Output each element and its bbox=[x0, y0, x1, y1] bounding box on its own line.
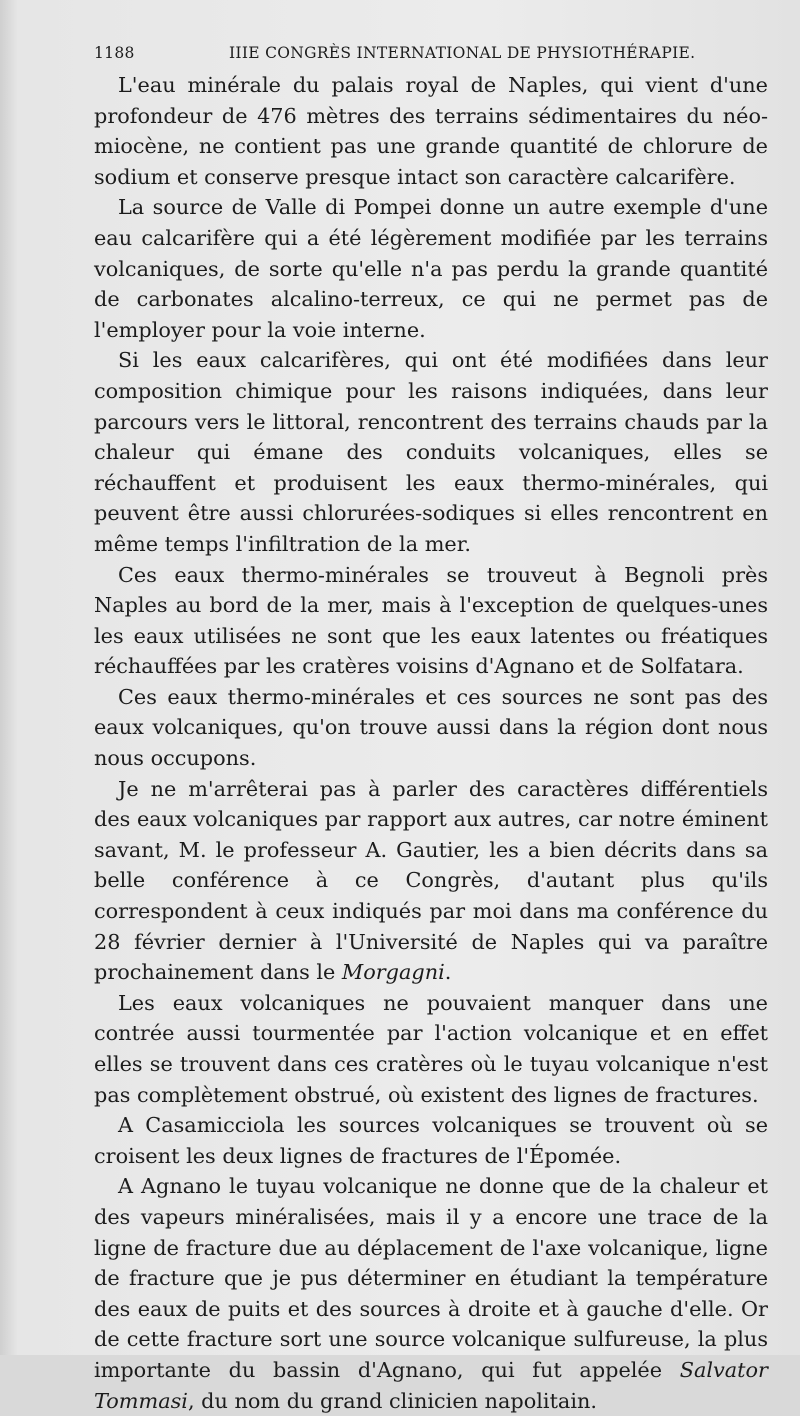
paragraph-7: Les eaux volcaniques ne pouvaient manquer dans une contrée aussi tourmentée par l'action volcanique et en effet elles se trouvent dans ces cratères où le tuyau volcanique n'est pas complètement obstrué, où existent des lignes de fractures. bbox=[94, 990, 768, 1107]
page-header bbox=[94, 44, 768, 70]
paragraph-6-text: Je ne m'arrêterai pas à parler des caractères différentiels des eaux volcaniques par rapport aux autres, car notre éminent savant, M. le professeur A. Gautier, les a bien décrits dans sa belle conférence à ce Congrès, d'autant plus qu'ils correspondent à ceux indiqués par moi dans ma conférence du 28 février dernier à l'Université de Naples qui va paraître prochainement dans le bbox=[94, 776, 768, 985]
paragraph-9-end: , du nom du grand clinicien napolitain. bbox=[187, 1388, 597, 1413]
paragraph-1: L'eau minérale du palais royal de Naples, qui vient d'une profondeur de 476 mètres des terrains sédimentaires du néo-miocène, ne contient pas une grande quantité de chlorure de sodium et conserve presque intact son caractère calcarifère. bbox=[94, 73, 768, 189]
paragraph-4: Ces eaux thermo-minérales se trouveut à Begnoli près Naples au bord de la mer, mais à l'exception de quelques-unes les eaux utilisées ne sont que les eaux latentes ou fréatiques réchauffées par les cratères voisins d'Agnano et de Solfatara. bbox=[94, 562, 768, 679]
journal-title: Morgagni bbox=[341, 960, 445, 985]
running-title: IIIE CONGRÈS INTERNATIONAL DE PHYSIOTHÉRAPIE. bbox=[229, 44, 696, 62]
body-text bbox=[94, 70, 768, 1416]
paragraph-6 bbox=[94, 774, 768, 988]
paragraph-9 bbox=[94, 1171, 768, 1416]
paragraph-6-end: . bbox=[444, 960, 452, 985]
source-name: Salvator Tommasi bbox=[94, 1357, 768, 1413]
paragraph-9-text: A Agnano le tuyau volcanique ne donne que de la chaleur et des vapeurs minéralisées, mais il y a encore une trace de la ligne de fracture due au déplacement de l'axe volcanique, ligne de fracture que je pus déterminer en étudiant la température des eaux de puits et des sources à droite et à gauche d'elle. Or de cette fracture sort une source volcanique sulfureuse, la plus importante du bassin d'Agnano, qui fut appelée bbox=[94, 1174, 768, 1382]
paragraph-3: Si les eaux calcarifères, qui ont été modifiées dans leur composition chimique pour les raisons indiquées, dans leur parcours vers le littoral, rencontrent des terrains chauds par la chaleur qui émane des conduits volcaniques, elles se réchauffent et produisent les eaux thermo-minérales, qui peuvent être aussi chlorurées-sodiques si elles rencontrent en même temps l'infiltration de la mer. bbox=[94, 348, 768, 556]
paragraph-5: Ces eaux thermo-minérales et ces sources ne sont pas des eaux volcaniques, qu'on trouve aussi dans la région dont nous nous occupons. bbox=[94, 684, 768, 771]
page-number: 1188 bbox=[94, 44, 135, 62]
paragraph-8: A Casamicciola les sources volcaniques se trouvent où se croisent les deux lignes de fractures de l'Épomée. bbox=[94, 1113, 768, 1168]
paragraph-2: La source de Valle di Pompei donne un autre exemple d'une eau calcarifère qui a été légèrement modifiée par les terrains volcaniques, de sorte qu'elle n'a pas perdu la grande quantité de carbonates alcalino-terreux, ce qui ne permet pas de l'employer pour la voie interne. bbox=[94, 195, 768, 342]
